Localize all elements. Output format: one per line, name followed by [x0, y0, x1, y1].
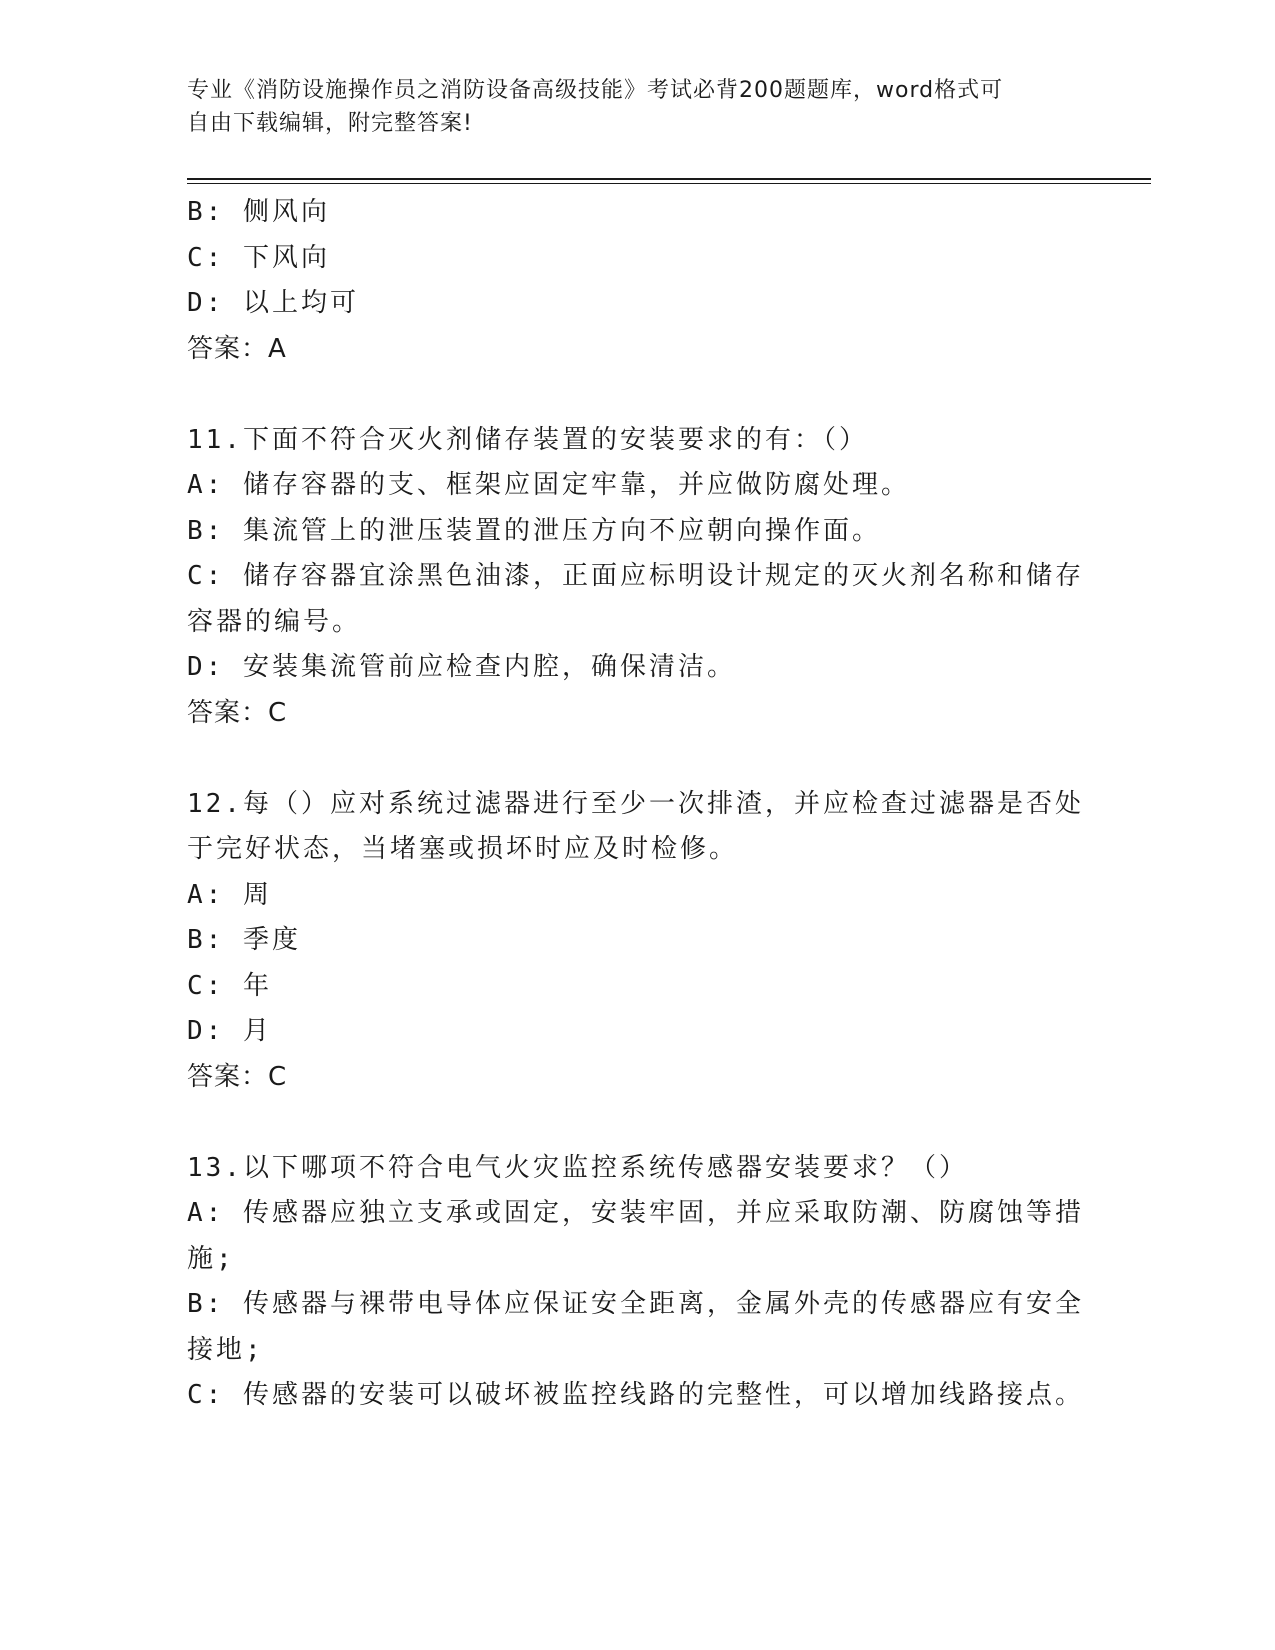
question-block-13: [187, 1146, 1084, 1419]
option-b: B: 集流管上的泄压装置的泄压方向不应朝向操作面。: [187, 515, 881, 546]
option-d: D: 以上均可: [187, 288, 359, 318]
answer-label: 答案：C: [187, 1061, 288, 1092]
question-text-continued: 于完好状态，当堵塞或损坏时应及时检修。: [187, 834, 739, 864]
option-c: C: 下风向: [187, 242, 330, 273]
option-a: A: 储存容器的支、框架应固定牢靠，并应做防腐处理。: [187, 470, 910, 500]
spacer: [187, 1100, 1077, 1146]
option-b: B: 侧风向: [187, 197, 330, 227]
option-a: A: 传感器应独立支承或固定，安装牢固，并应采取防潮、防腐蚀等措: [187, 1198, 1084, 1228]
question-text: 11.下面不符合灭火剂储存装置的安装要求的有：（）: [187, 424, 868, 455]
question-block-10: [187, 190, 1077, 372]
question-block-12: [187, 782, 1084, 1101]
option-c: C: 年: [187, 970, 272, 1001]
answer-label: 答案：A: [187, 333, 287, 364]
option-b-continued: 接地;: [187, 1334, 264, 1365]
document-header: [187, 74, 1067, 140]
question-text: 13.以下哪项不符合电气火灾监控系统传感器安装要求？（）: [187, 1152, 968, 1183]
option-b: B: 传感器与裸带电导体应保证安全距离，金属外壳的传感器应有安全: [187, 1289, 1084, 1319]
header-divider-thick: [187, 178, 1151, 180]
question-text: 12.每（）应对系统过滤器进行至少一次排渣，并应检查过滤器是否处: [187, 788, 1084, 819]
header-divider-thin: [187, 183, 1151, 184]
option-a: A: 周: [187, 879, 272, 910]
question-block-11: [187, 418, 1084, 737]
spacer: [187, 372, 1077, 418]
option-c: C: 储存容器宜涂黑色油漆，正面应标明设计规定的灭火剂名称和储存: [187, 561, 1084, 591]
question-content: [187, 190, 1084, 1419]
option-d: D: 安装集流管前应检查内腔，确保清洁。: [187, 652, 736, 682]
option-b: B: 季度: [187, 925, 301, 955]
header-title-line-1: 专业《消防设施操作员之消防设备高级技能》考试必背200题题库，word格式可: [187, 78, 1004, 103]
spacer: [187, 736, 1077, 782]
option-d: D: 月: [187, 1016, 272, 1046]
option-a-continued: 施;: [187, 1243, 235, 1274]
option-c-continued: 容器的编号。: [187, 606, 362, 637]
answer-label: 答案：C: [187, 697, 288, 728]
option-c: C: 传感器的安装可以破坏被监控线路的完整性，可以增加线路接点。: [187, 1380, 1084, 1410]
header-title-line-2: 自由下载编辑，附完整答案!: [187, 111, 473, 136]
